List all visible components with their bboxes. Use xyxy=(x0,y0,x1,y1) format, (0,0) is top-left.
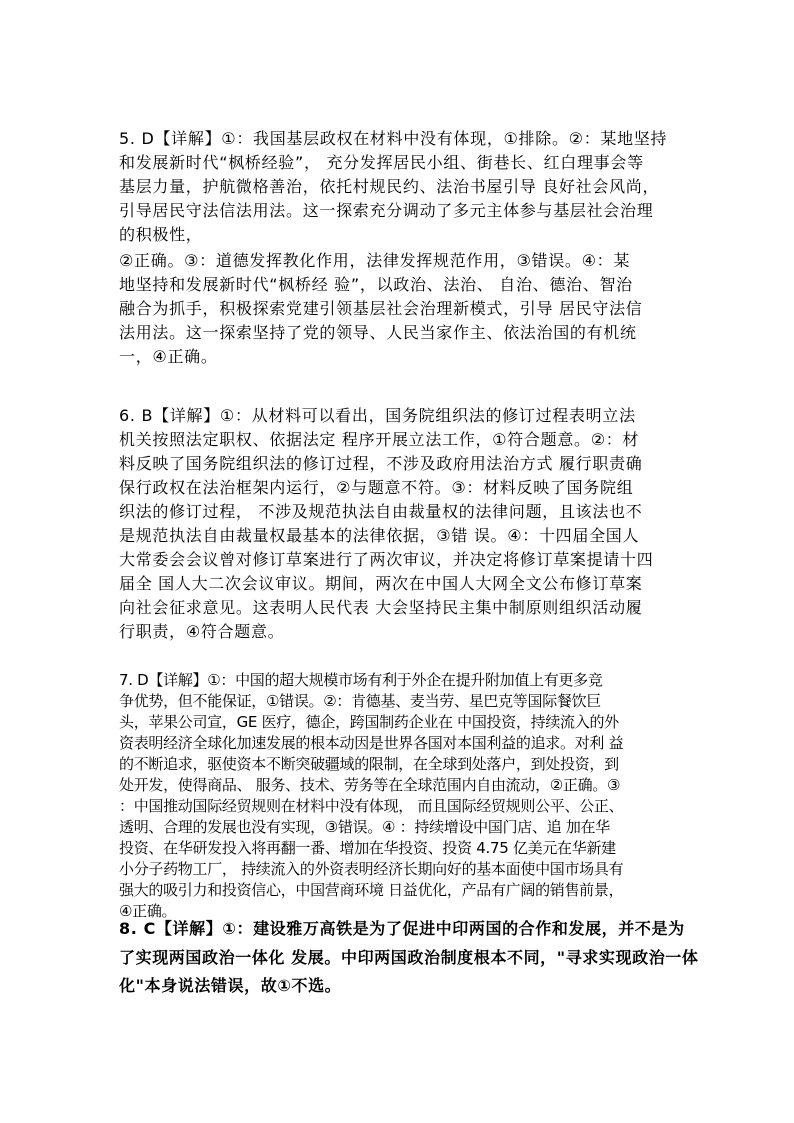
q6-line-6: 是规范执法自由裁量权最基本的法律依据，③错 误。④：十四届全国人 xyxy=(119,526,640,545)
q6-line-9: 向社会征求意见。这表明人民代表 大会坚持民主集中制原则组织活动履 xyxy=(119,598,643,617)
q7-line-4: 资表明经济全球化加速发展的根本动因是世界各国对本国利益的追求。对利 益 xyxy=(119,734,624,752)
q6-line-7: 大常委会会议曾对修订草案进行了两次审议，并决定将修订草案提请十四 xyxy=(119,550,654,569)
q8-line-2: 了实现两国政治一体化 发展。中印两国政治制度根本不同，"寻求实现政治一体 xyxy=(119,948,699,967)
q7-line-9: 投资、在华研发投入将再翻一番、增加在华投资、投资 4.75 亿美元在华新建 xyxy=(119,839,616,857)
q8-line-1: 8. C【详解】①：建设雅万高铁是为了促进中印两国的合作和发展，并不是为 xyxy=(119,919,685,938)
q7-line-12: ④正确。 xyxy=(119,902,177,920)
q5-line-1: 5. D【详解】①：我国基层政权在材料中没有体现，①排除。②：某地坚持 xyxy=(119,129,668,148)
q5-line-2: 和发展新时代“枫桥经验”， 充分发挥居民小组、街巷长、红白理事会等 xyxy=(119,153,644,172)
q7-line-10: 小分子药物工厂， 持续流入的外资表明经济长期向好的基本面使中国市场具有 xyxy=(119,860,624,878)
q6-line-1: 6. B【详解】①：从材料可以看出，国务院组织法的修订过程表明立法 xyxy=(119,406,636,425)
q5-line-7: 地坚持和发展新时代“枫桥经 验”，以政治、法治、 自治、德治、智治 xyxy=(119,275,633,294)
q7-line-11: 强大的吸引力和投资信心，中国营商环境 日益优化，产品有广阔的销售前景， xyxy=(119,881,624,899)
q7-line-5: 的不断追求，驱使资本不断突破疆域的限制，在全球到处落户，到处投资，到 xyxy=(119,755,619,773)
q7-line-2: 争优势，但不能保证，①错误。②：肯德基、麦当劳、星巴克等国际餐饮巨 xyxy=(119,692,601,710)
q5-line-4: 引导居民守法信法用法。这一探索充分调动了多元主体参与基层社会治理 xyxy=(119,201,654,220)
q6-line-3: 料反映了国务院组织法的修订过程，不涉及政府用法治方式 履行职责确 xyxy=(119,454,643,473)
q5-line-3: 基层力量，护航微格善治，依托村规民约、法治书屋引导 良好社会风尚， xyxy=(119,177,660,196)
q6-line-2: 机关按照法定职权、依据法定 程序开展立法工作，①符合题意。②：材 xyxy=(119,430,640,449)
q7-line-6: 处开发，使得商品、 服务、技术、劳务等在全球范围内自由流动，②正确。③ xyxy=(119,776,621,794)
q8-line-3: 化"本身说法错误，故①不选。 xyxy=(119,976,342,995)
q6-line-5: 织法的修订过程， 不涉及规范执法自由裁量权的法律问题，且该法也不 xyxy=(119,502,643,521)
q5-line-8: 融合为抓手，积极探索党建引领基层社会治理新模式，引导 居民守法信 xyxy=(119,299,643,318)
q6-line-8: 届全 国人大二次会议审议。期间，两次在中国人大网全文公布修订草案 xyxy=(119,574,643,593)
q6-line-10: 行职责，④符合题意。 xyxy=(119,622,285,641)
q7-line-8: 透明、合理的发展也没有实现，③错误。④ ：持续增设中国门店、追 加在华 xyxy=(119,818,610,836)
q5-line-9: 法用法。这一探索坚持了党的领导、人民当家作主、依法治国的有机统 xyxy=(119,323,637,342)
q7-line-1: 7. D【详解】①：中国的超大规模市场有利于外企在提升附加值上有更多竞 xyxy=(119,671,603,689)
q6-line-4: 保行政权在法治框架内运行，②与题意不符。③：材料反映了国务院组 xyxy=(119,478,634,497)
q7-line-7: ：中国推动国际经贸规则在材料中没有体现， 而且国际经贸规则公平、公正、 xyxy=(119,797,624,815)
q5-line-6: ②正确。③：道德发挥教化作用，法律发挥规范作用，③错误。④：某 xyxy=(119,251,631,270)
q5-line-5: 的积极性， xyxy=(119,225,203,244)
q7-line-3: 头，苹果公司宣，GE 医疗，德企，跨国制药企业在 中国投资，持续流入的外 xyxy=(119,713,619,731)
q5-line-10: 一，④正确。 xyxy=(119,347,218,366)
